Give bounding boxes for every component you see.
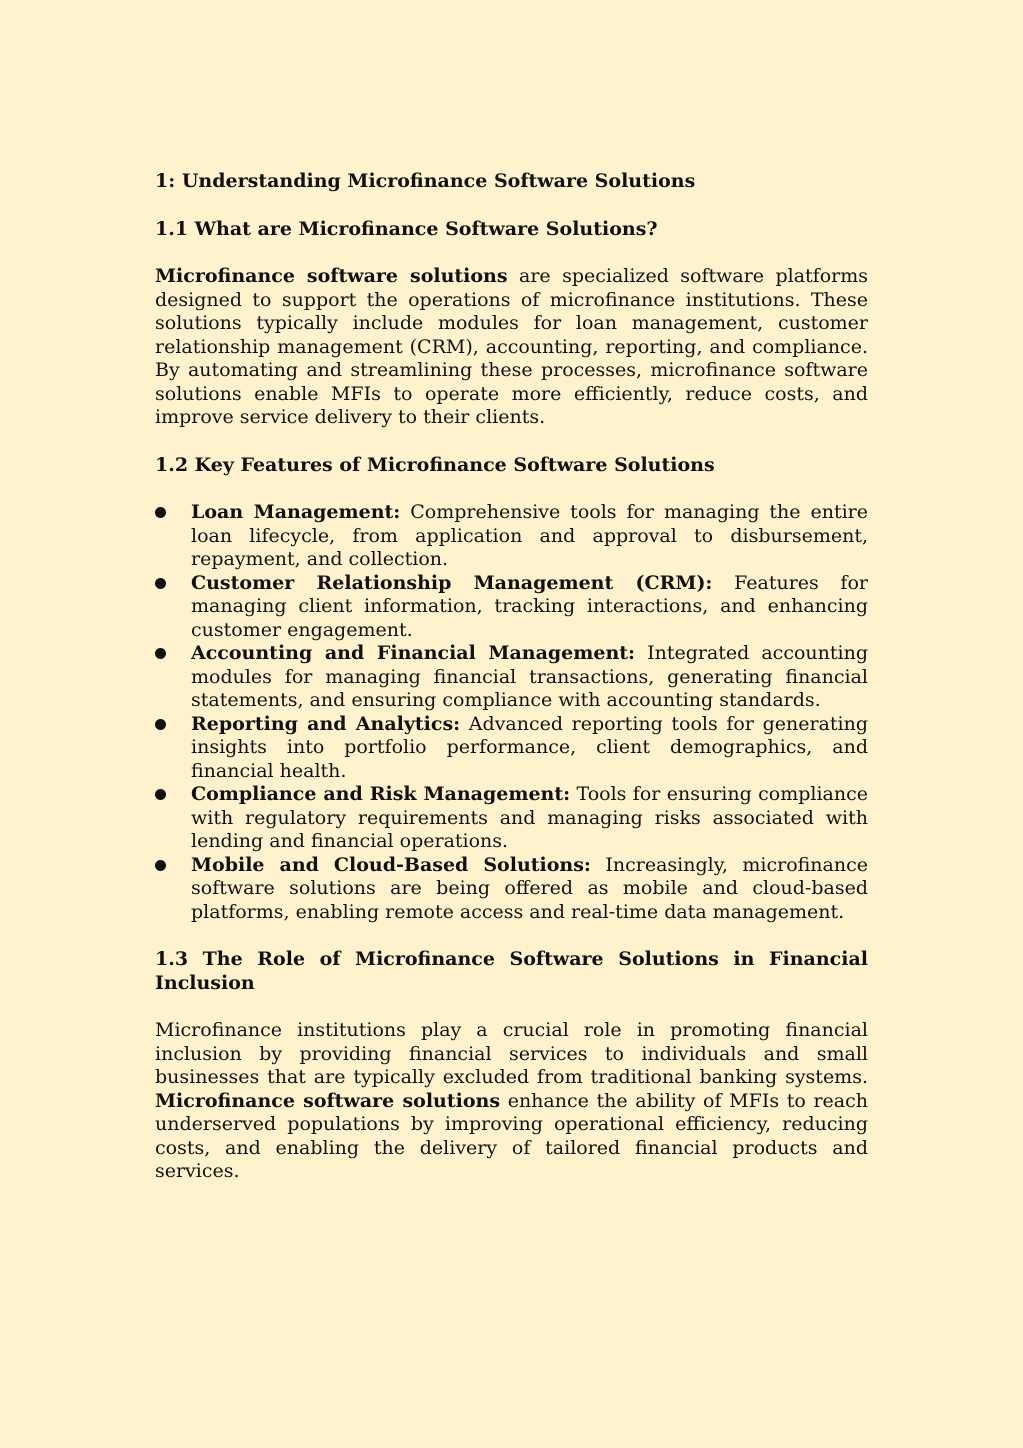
list-item	[155, 501, 868, 572]
bullet-icon	[155, 648, 166, 659]
features-list	[155, 501, 868, 924]
feature-text: Tools for ensuring compliance with regulatory requirements and managing risks associated with lending and financial operations.	[191, 783, 868, 852]
feature-label: Accounting and Financial Management:	[191, 642, 636, 664]
feature-text: Comprehensive tools for managing the entire loan lifecycle, from application and approval to disbursement, repayment, and collection.	[191, 501, 868, 570]
feature-label: Mobile and Cloud-Based Solutions:	[191, 853, 591, 876]
feature-label: Compliance and Risk Management:	[191, 783, 571, 805]
section-1-3-text-before: Microfinance institutions play a crucial role in promoting financial inclusion by providing financial services to individuals and small businesses that are typically excluded from traditional banking systems.	[155, 1019, 868, 1088]
feature-text: Features for managing client information, tracking interactions, and enhancing customer engagement.	[191, 571, 868, 641]
main-heading: 1: Understanding Microfinance Software Solutions	[155, 170, 696, 192]
bullet-icon	[155, 860, 166, 871]
list-item	[155, 572, 868, 643]
list-item	[155, 713, 868, 784]
bullet-icon	[155, 789, 166, 800]
section-1-3-title: 1.3 The Role of Microfinance Software Solutions in Financial Inclusion	[155, 948, 868, 994]
feature-text: Advanced reporting tools for generating insights into portfolio performance, client demographics, and financial health.	[191, 712, 868, 782]
bullet-icon	[155, 719, 166, 730]
feature-text: Integrated accounting modules for managing financial transactions, generating financial statements, and ensuring compliance with accounting standards.	[191, 642, 868, 711]
section-1-1-text: are specialized software platforms designed to support the operations of microfinance institutions. These solutions typically include modules for loan management, customer relationship management (CRM), accounting, reporting, and compliance. By automating and streamlining these processes, microfinance software solutions enable MFIs to operate more efficiently, reduce costs, and improve service delivery to their clients.	[155, 265, 868, 428]
list-item	[155, 642, 868, 713]
section-1-3-paragraph	[155, 1019, 868, 1184]
feature-text: Increasingly, microfinance software solutions are being offered as mobile and cloud-based platforms, enabling remote access and real-time data management.	[191, 853, 868, 923]
section-1-1-lead-bold: Microfinance software solutions	[155, 265, 508, 287]
bullet-icon	[155, 507, 166, 518]
feature-label: Loan Management:	[191, 501, 401, 523]
section-1-3-text-after: enhance the ability of MFIs to reach underserved populations by improving operational efficiency, reducing costs, and enabling the delivery of tailored financial products and services.	[155, 1089, 868, 1182]
bullet-icon	[155, 578, 166, 589]
section-1-1-paragraph	[155, 265, 868, 430]
document-page	[155, 170, 868, 1208]
section-1-2-title: 1.2 Key Features of Microfinance Software Solutions	[155, 453, 715, 476]
section-1-1-title: 1.1 What are Microfinance Software Solutions?	[155, 217, 658, 240]
feature-label: Customer Relationship Management (CRM):	[191, 571, 713, 594]
section-1-3-bold: Microfinance software solutions	[155, 1089, 501, 1112]
list-item	[155, 783, 868, 854]
list-item	[155, 854, 868, 925]
feature-label: Reporting and Analytics:	[191, 712, 461, 735]
